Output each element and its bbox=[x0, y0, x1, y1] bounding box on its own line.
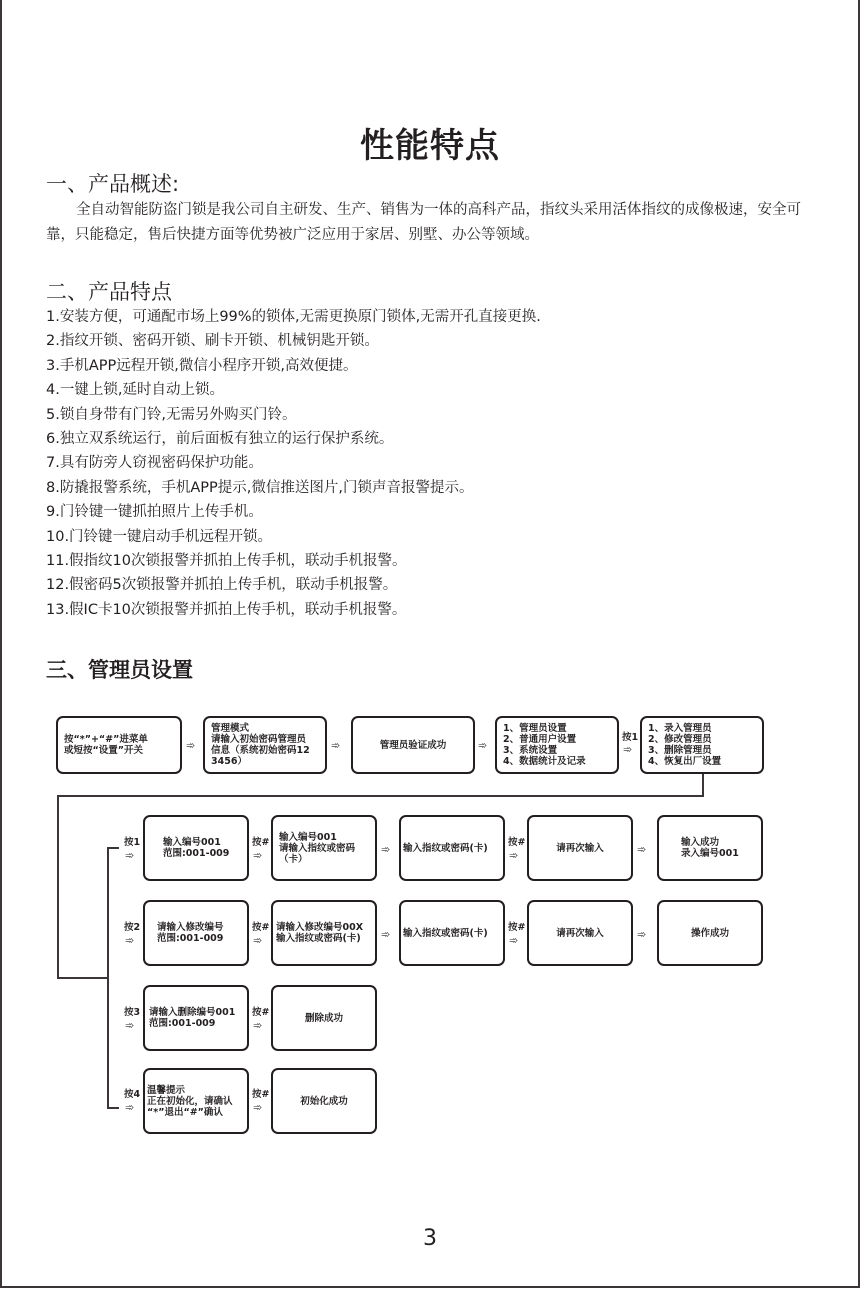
page-number: 3 bbox=[423, 1226, 437, 1251]
arrow-icon: ➾ bbox=[509, 849, 519, 862]
arrow-icon: ➾ bbox=[381, 843, 391, 856]
flow-box-text: 管理员验证成功 bbox=[379, 739, 447, 751]
feature-item: 11.假指纹10次锁报警并抓拍上传手机，联动手机报警。 bbox=[46, 552, 407, 569]
connector-line bbox=[107, 847, 109, 1109]
flow-box-admin-mode bbox=[203, 716, 327, 774]
flow-box-r2-2 bbox=[271, 900, 377, 966]
arrow-label: 按1 bbox=[622, 732, 639, 743]
flow-box-enter-menu bbox=[56, 716, 182, 774]
flow-box-r4-1 bbox=[143, 1068, 249, 1134]
page-title: 性能特点 bbox=[360, 126, 500, 166]
branch-label: 按1 bbox=[124, 837, 141, 848]
connector-line bbox=[57, 795, 59, 979]
feature-item: 1.安装方便，可通配市场上99%的锁体,无需更换原门锁体,无需开孔直接更换. bbox=[46, 309, 541, 325]
arrow-icon: ➾ bbox=[253, 1101, 263, 1114]
flow-box-text: 温馨提示 正在初始化，请确认 “*”退出“#”确认 bbox=[147, 1084, 233, 1118]
connector-line bbox=[57, 977, 109, 979]
flow-box-text: 请再次输入 bbox=[556, 927, 604, 939]
section-1-body: 全自动智能防盗门锁是我公司自主研发、生产、销售为一体的高科产品，指纹头采用活体指纹的成像极速，安全可靠，只能稳定，售后快捷方面等优势被广泛应用于家居、别墅、办公等领域。 bbox=[46, 202, 801, 243]
flow-box-text: 操作成功 bbox=[690, 927, 729, 939]
feature-item: 3.手机APP远程开锁,微信小程序开锁,高效便捷。 bbox=[46, 357, 358, 374]
arrow-icon: ➾ bbox=[186, 739, 196, 752]
flow-box-text: 删除成功 bbox=[304, 1012, 343, 1024]
flow-box-text: 输入编号001 请输入指纹或密码 （卡） bbox=[279, 831, 356, 865]
flow-box-text: 管理模式 请输入初始密码管理员 信息（系统初始密码12 3456） bbox=[211, 723, 310, 767]
feature-item: 4.一键上锁,延时自动上锁。 bbox=[46, 382, 224, 399]
arrow-icon: ➾ bbox=[509, 934, 519, 947]
flow-box-text: 请输入修改编号00X 输入指纹或密码(卡) bbox=[276, 922, 364, 944]
flow-box-r1-5 bbox=[657, 815, 763, 881]
flow-box-text: 请输入删除编号001 范围:001-009 bbox=[149, 1007, 236, 1029]
arrow-icon: ➾ bbox=[125, 934, 135, 947]
flow-box-text: 请输入修改编号 范围:001-009 bbox=[157, 922, 224, 944]
connector-line bbox=[107, 1107, 119, 1109]
section-3-heading: 三、管理员设置 bbox=[46, 658, 193, 682]
flow-box-text: 1、录入管理员 2、修改管理员 3、删除管理员 4、恢复出厂设置 bbox=[648, 723, 722, 767]
flow-box-r1-3 bbox=[399, 815, 505, 881]
flow-box-text: 初始化成功 bbox=[300, 1095, 348, 1107]
arrow-label: 按# bbox=[508, 922, 526, 933]
flow-box-text: 输入成功 录入编号001 bbox=[681, 837, 739, 859]
flow-box-text: 请再次输入 bbox=[556, 842, 604, 854]
feature-item: 6.独立双系统运行，前后面板有独立的运行保护系统。 bbox=[46, 430, 394, 447]
flow-box-r3-2 bbox=[271, 985, 377, 1051]
arrow-icon: ➾ bbox=[125, 1101, 135, 1114]
flow-box-r1-1 bbox=[143, 815, 249, 881]
feature-item: 13.假IC卡10次锁报警并抓拍上传手机，联动手机报警。 bbox=[46, 601, 407, 618]
section-2-heading: 二、产品特点 bbox=[46, 280, 172, 304]
arrow-label: 按# bbox=[252, 837, 270, 848]
feature-item: 2.指纹开锁、密码开锁、刷卡开锁、机械钥匙开锁。 bbox=[46, 333, 379, 350]
flow-box-verify-success bbox=[351, 716, 475, 774]
flow-box-r3-1 bbox=[143, 985, 249, 1051]
flow-box-r2-5 bbox=[657, 900, 763, 966]
connector-line bbox=[57, 795, 704, 797]
flow-box-text: 输入编号001 范围:001-009 bbox=[163, 837, 230, 859]
arrow-icon: ➾ bbox=[331, 739, 341, 752]
arrow-icon: ➾ bbox=[637, 843, 647, 856]
arrow-label: 按# bbox=[252, 922, 270, 933]
flow-box-r1-4 bbox=[527, 815, 633, 881]
section-1-heading: 一、产品概述: bbox=[46, 172, 180, 196]
connector-line bbox=[702, 774, 704, 796]
flow-box-r2-3 bbox=[399, 900, 505, 966]
flow-box-main-menu bbox=[495, 716, 619, 774]
feature-item: 8.防撬报警系统，手机APP提示,微信推送图片,门锁声音报警提示。 bbox=[46, 479, 474, 496]
section-1-text bbox=[46, 198, 826, 248]
arrow-icon: ➾ bbox=[637, 928, 647, 941]
arrow-icon: ➾ bbox=[125, 1019, 135, 1032]
feature-list bbox=[46, 305, 541, 622]
feature-item: 5.锁自身带有门铃,无需另外购买门铃。 bbox=[46, 406, 297, 423]
arrow-icon: ➾ bbox=[381, 928, 391, 941]
arrow-icon: ➾ bbox=[253, 1019, 263, 1032]
flow-box-r1-2 bbox=[271, 815, 377, 881]
feature-item: 9.门铃键一键抓拍照片上传手机。 bbox=[46, 504, 263, 521]
flow-box-r2-1 bbox=[143, 900, 249, 966]
arrow-icon: ➾ bbox=[253, 849, 263, 862]
flow-box-text: 输入指纹或密码(卡) bbox=[403, 927, 488, 939]
feature-item: 10.门铃键一键启动手机远程开锁。 bbox=[46, 528, 273, 545]
connector-line bbox=[107, 847, 119, 849]
arrow-label: 按# bbox=[252, 1089, 270, 1100]
arrow-label: 按# bbox=[252, 1007, 270, 1018]
arrow-icon: ➾ bbox=[125, 849, 135, 862]
branch-label: 按4 bbox=[124, 1089, 141, 1100]
feature-item: 12.假密码5次锁报警并抓拍上传手机，联动手机报警。 bbox=[46, 577, 398, 594]
flow-box-r4-2 bbox=[271, 1068, 377, 1134]
flow-box-text: 1、管理员设置 2、普通用户设置 3、系统设置 4、数据统计及记录 bbox=[503, 723, 586, 767]
branch-label: 按2 bbox=[124, 922, 141, 933]
arrow-icon: ➾ bbox=[253, 934, 263, 947]
flow-box-r2-4 bbox=[527, 900, 633, 966]
arrow-label: 按# bbox=[508, 837, 526, 848]
arrow-icon: ➾ bbox=[623, 743, 633, 756]
flow-box-text: 按“*”+“#”进菜单 或短按“设置”开关 bbox=[64, 734, 148, 756]
flow-box-admin-menu bbox=[640, 716, 764, 774]
arrow-icon: ➾ bbox=[478, 739, 488, 752]
feature-item: 7.具有防旁人窃视密码保护功能。 bbox=[46, 455, 263, 472]
flow-box-text: 输入指纹或密码(卡) bbox=[403, 842, 488, 854]
branch-label: 按3 bbox=[124, 1007, 141, 1018]
